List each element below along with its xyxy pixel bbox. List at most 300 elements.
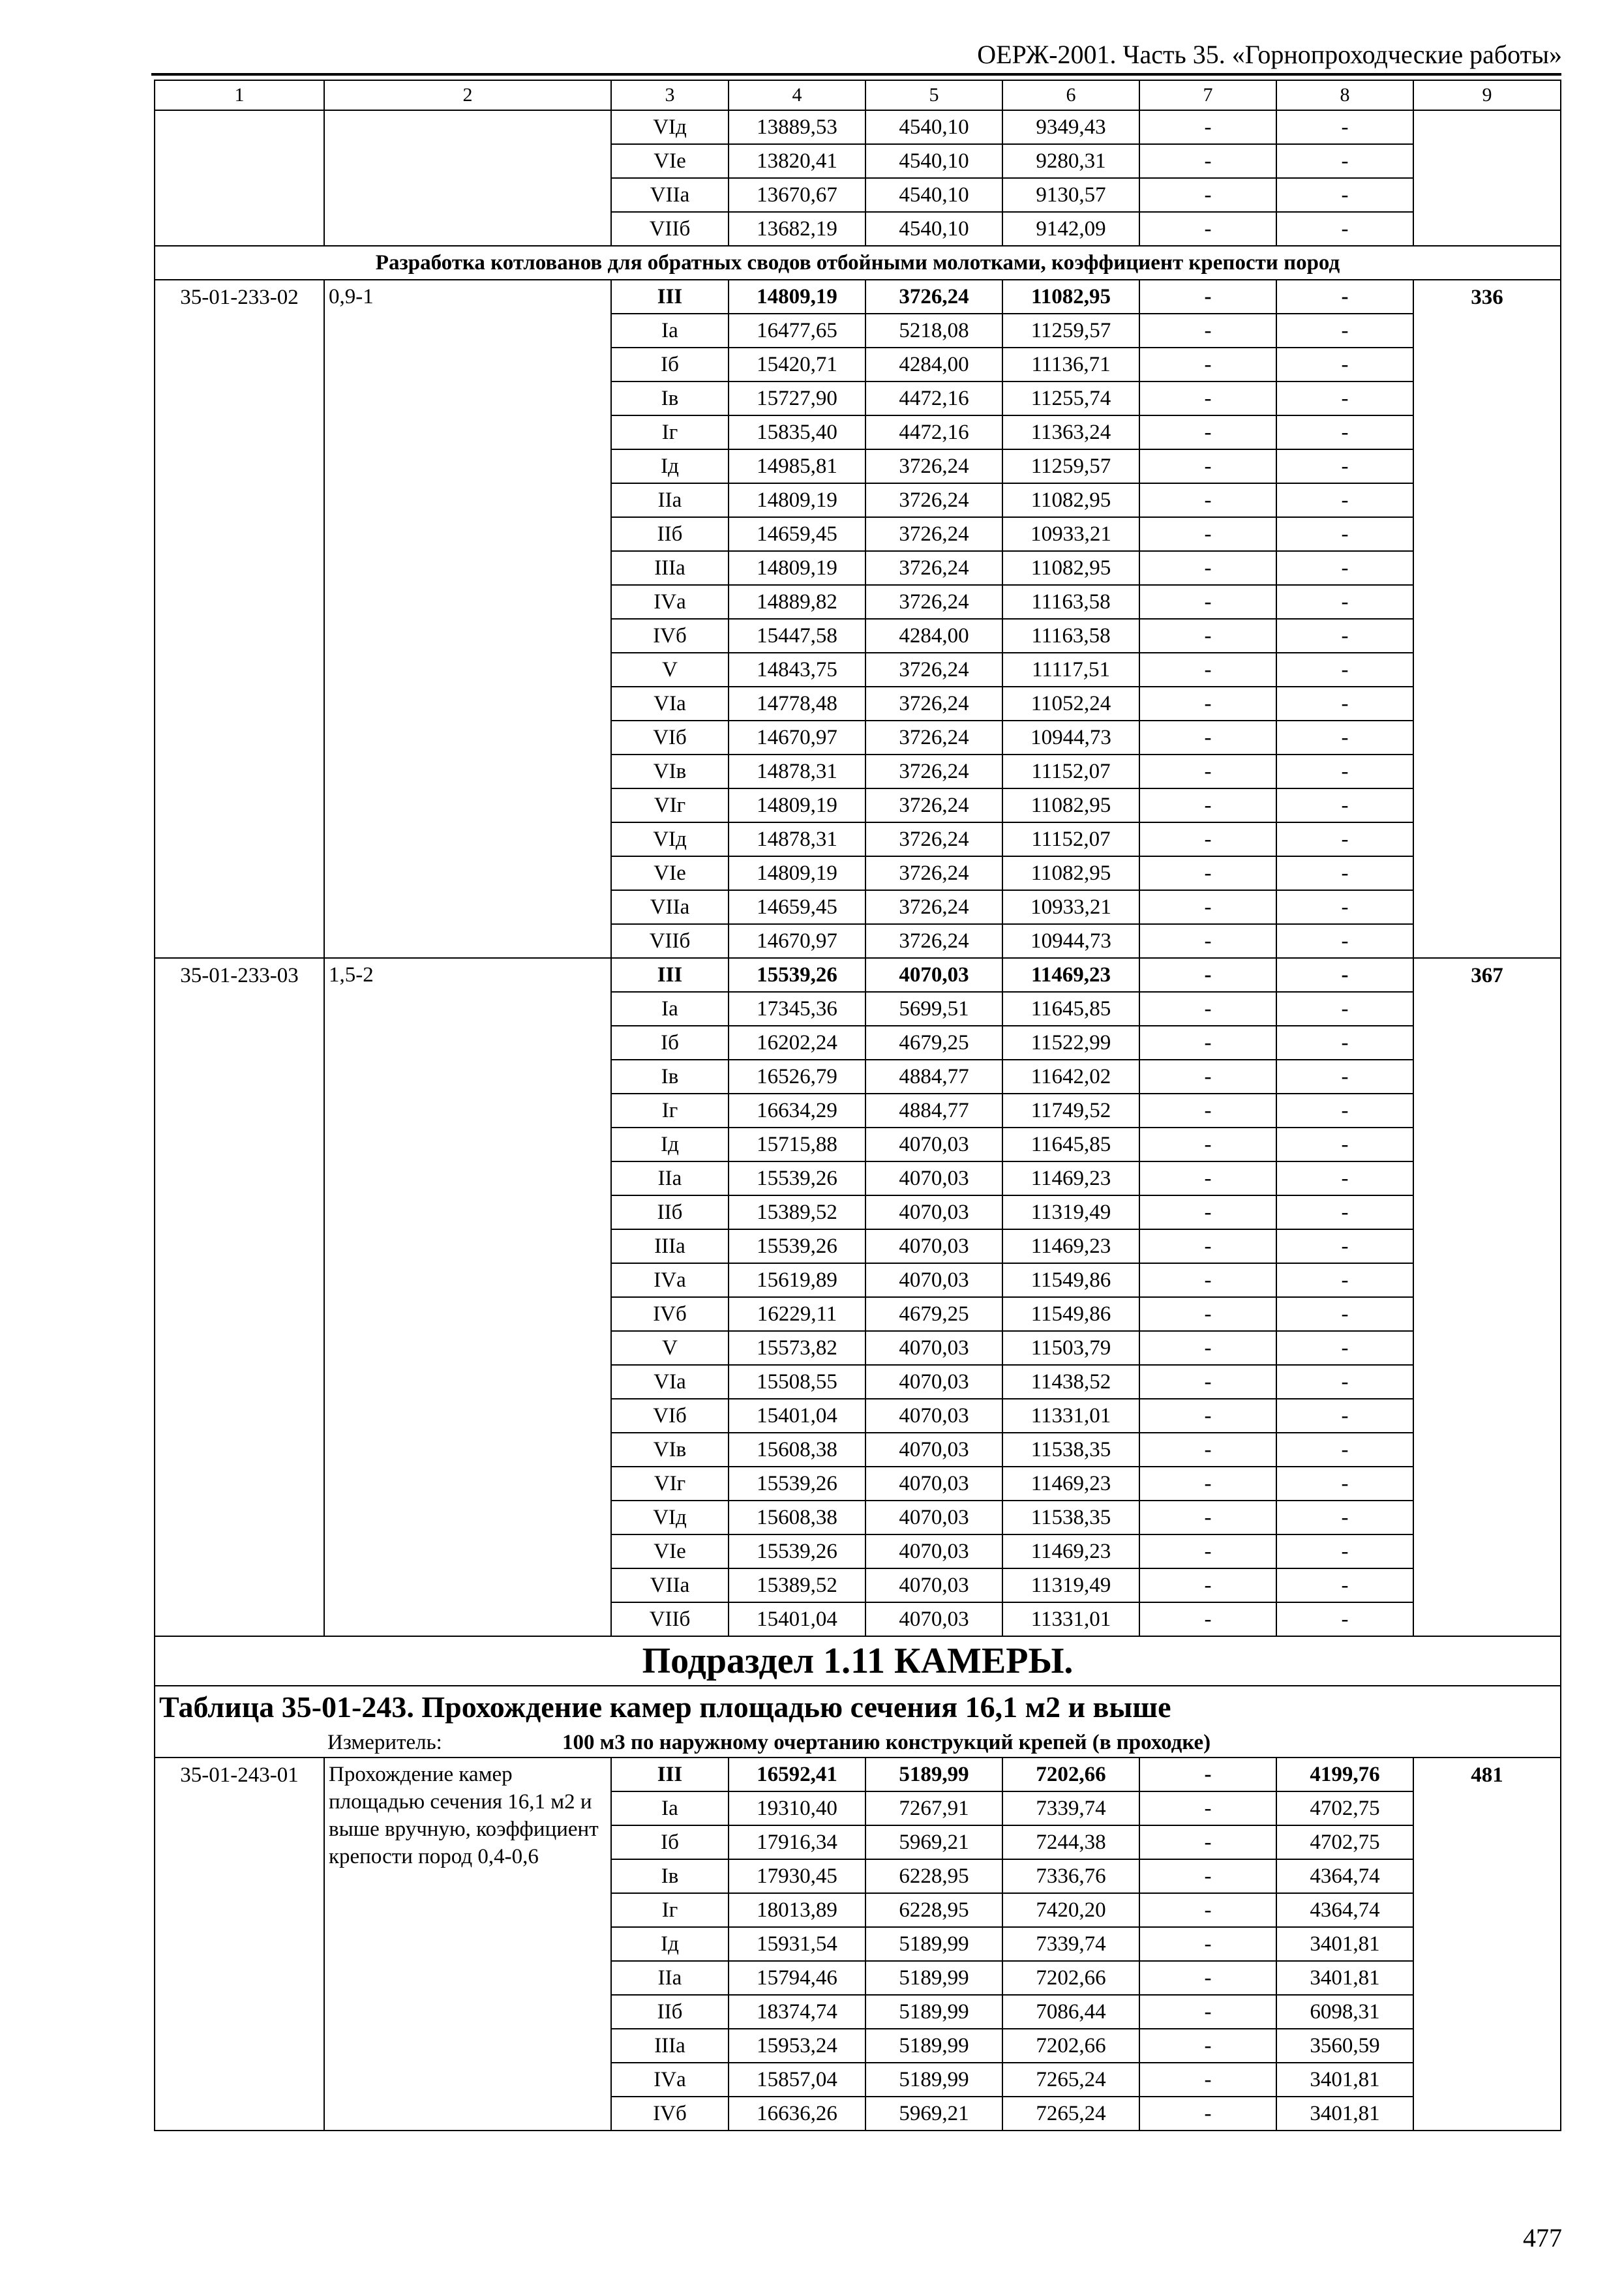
value-cell: 14659,45 (729, 890, 865, 924)
value-cell: - (1139, 178, 1276, 212)
value-cell: 16202,24 (729, 1026, 865, 1060)
value-cell: - (1276, 212, 1413, 246)
condition-cell (324, 110, 611, 246)
value-cell: - (1276, 415, 1413, 449)
value-cell: 11749,52 (1002, 1094, 1139, 1128)
value-cell: 14659,45 (729, 517, 865, 551)
value-cell: 4702,75 (1276, 1825, 1413, 1859)
value-cell: - (1276, 1229, 1413, 1263)
value-cell: - (1139, 1961, 1276, 1995)
value-cell: 14809,19 (729, 483, 865, 517)
value-cell: - (1276, 1365, 1413, 1399)
value-cell: - (1276, 449, 1413, 483)
value-cell: 4679,25 (865, 1297, 1002, 1331)
value-cell: - (1276, 1195, 1413, 1229)
value-cell: 11163,58 (1002, 585, 1139, 619)
value-cell: - (1276, 483, 1413, 517)
zone-cell: IVб (611, 619, 729, 653)
value-cell: - (1276, 348, 1413, 382)
value-cell: 11538,35 (1002, 1501, 1139, 1534)
value-cell: 11645,85 (1002, 1128, 1139, 1161)
value-cell: 3726,24 (865, 551, 1002, 585)
value-cell: 14878,31 (729, 822, 865, 856)
value-cell: 10944,73 (1002, 721, 1139, 755)
value-cell: - (1139, 788, 1276, 822)
condition-cell: 1,5-2 (324, 958, 611, 1636)
zone-cell: III (611, 958, 729, 992)
zone-cell: IIа (611, 483, 729, 517)
zone-cell: IIа (611, 1961, 729, 1995)
value-cell: 15389,52 (729, 1195, 865, 1229)
table-body (155, 80, 1561, 2131)
value-cell: 5189,99 (865, 1927, 1002, 1961)
value-cell: 4540,10 (865, 144, 1002, 178)
code-cell: 35-01-233-02 (155, 280, 324, 958)
value-cell: 15389,52 (729, 1568, 865, 1602)
value-cell: 15539,26 (729, 1229, 865, 1263)
value-cell: 11152,07 (1002, 822, 1139, 856)
zone-cell: VIб (611, 721, 729, 755)
value-cell: - (1139, 1229, 1276, 1263)
value-cell: 16636,26 (729, 2097, 865, 2131)
value-cell: - (1139, 1602, 1276, 1636)
zone-cell: Iа (611, 1791, 729, 1825)
zone-cell: VIд (611, 110, 729, 144)
value-cell: 14878,31 (729, 755, 865, 788)
value-cell: - (1139, 1758, 1276, 1791)
value-cell: - (1139, 653, 1276, 687)
value-cell: 4070,03 (865, 1195, 1002, 1229)
value-cell: 7265,24 (1002, 2097, 1139, 2131)
units-value: 100 м3 по наружному очертанию конструкций крепей (в проходке) (562, 1731, 1211, 1754)
value-cell: - (1276, 1534, 1413, 1568)
value-cell: - (1276, 856, 1413, 890)
running-header: ОЕРЖ-2001. Часть 35. «Горнопроходческие работы» (977, 40, 1562, 69)
value-cell: 4540,10 (865, 212, 1002, 246)
value-cell: - (1139, 212, 1276, 246)
value-cell: 11259,57 (1002, 314, 1139, 348)
zone-cell: III (611, 1758, 729, 1791)
value-cell: 4070,03 (865, 1399, 1002, 1433)
value-cell: - (1139, 1365, 1276, 1399)
value-cell: 6228,95 (865, 1893, 1002, 1927)
value-cell: - (1276, 992, 1413, 1026)
value-cell: 11469,23 (1002, 1467, 1139, 1501)
value-cell: - (1139, 1161, 1276, 1195)
value-cell: - (1139, 483, 1276, 517)
value-cell: 3726,24 (865, 721, 1002, 755)
zone-cell: VIг (611, 788, 729, 822)
zone-cell: Iд (611, 1128, 729, 1161)
value-cell: - (1276, 1128, 1413, 1161)
value-cell: - (1276, 1433, 1413, 1467)
value-cell: 5189,99 (865, 1758, 1002, 1791)
value-cell: 4070,03 (865, 1467, 1002, 1501)
value-cell: 16634,29 (729, 1094, 865, 1128)
value-cell: 11082,95 (1002, 788, 1139, 822)
value-cell: 9130,57 (1002, 178, 1139, 212)
value-cell: 5189,99 (865, 1961, 1002, 1995)
zone-cell: VIб (611, 1399, 729, 1433)
value-cell: 15794,46 (729, 1961, 865, 1995)
zone-cell: VIIб (611, 212, 729, 246)
value-cell: - (1276, 1026, 1413, 1060)
condition-cell: 0,9-1 (324, 280, 611, 958)
value-cell: 14809,19 (729, 788, 865, 822)
value-cell: 4070,03 (865, 1331, 1002, 1365)
value-cell: 15619,89 (729, 1263, 865, 1297)
zone-cell: VIа (611, 1365, 729, 1399)
value-cell: 16477,65 (729, 314, 865, 348)
value-cell: 3726,24 (865, 788, 1002, 822)
units-cell (155, 1728, 1561, 1758)
value-cell: 4070,03 (865, 958, 1002, 992)
value-cell: - (1139, 924, 1276, 958)
zone-cell: III (611, 280, 729, 314)
value-cell: - (1276, 1263, 1413, 1297)
value-cell: 11503,79 (1002, 1331, 1139, 1365)
code-cell: 35-01-233-03 (155, 958, 324, 1636)
value-cell: - (1139, 1094, 1276, 1128)
table-title: Таблица 35-01-243. Прохождение камер площадью сечения 16,1 м2 и выше (155, 1686, 1561, 1728)
value-cell: - (1139, 687, 1276, 721)
value-cell: - (1139, 280, 1276, 314)
value-cell: 11082,95 (1002, 551, 1139, 585)
value-cell: - (1139, 2063, 1276, 2097)
value-cell: 4070,03 (865, 1161, 1002, 1195)
value-cell: 13670,67 (729, 178, 865, 212)
zone-cell: IVа (611, 585, 729, 619)
value-cell: 3401,81 (1276, 2097, 1413, 2131)
value-cell: 7265,24 (1002, 2063, 1139, 2097)
value-cell: 4070,03 (865, 1263, 1002, 1297)
value-cell: 7244,38 (1002, 1825, 1139, 1859)
value-cell: - (1276, 551, 1413, 585)
zone-cell: Iг (611, 1893, 729, 1927)
value-cell: - (1139, 721, 1276, 755)
value-cell: 14985,81 (729, 449, 865, 483)
units-label: Измеритель: (327, 1731, 442, 1754)
value-cell: 9349,43 (1002, 110, 1139, 144)
value-cell: 3401,81 (1276, 2063, 1413, 2097)
zone-cell: VIе (611, 144, 729, 178)
value-cell: 15608,38 (729, 1501, 865, 1534)
value-cell: 4070,03 (865, 1501, 1002, 1534)
value-cell: - (1139, 144, 1276, 178)
zone-cell: Iв (611, 382, 729, 415)
value-cell: - (1139, 314, 1276, 348)
value-cell: 14843,75 (729, 653, 865, 687)
value-cell: 7336,76 (1002, 1859, 1139, 1893)
value-cell: 15539,26 (729, 1534, 865, 1568)
table-title-row (155, 1686, 1561, 1728)
value-cell: 11469,23 (1002, 1161, 1139, 1195)
value-cell: - (1139, 958, 1276, 992)
zone-cell: Iб (611, 1026, 729, 1060)
value-cell: 11645,85 (1002, 992, 1139, 1026)
value-cell: 3726,24 (865, 585, 1002, 619)
value-cell: 15401,04 (729, 1602, 865, 1636)
value-cell: - (1276, 314, 1413, 348)
value-cell: 17345,36 (729, 992, 865, 1026)
value-cell: 4884,77 (865, 1094, 1002, 1128)
value-cell: 5189,99 (865, 2063, 1002, 2097)
zone-cell: Iб (611, 1825, 729, 1859)
units-row (155, 1728, 1561, 1758)
page-number: 477 (1523, 2223, 1562, 2252)
value-cell: 3726,24 (865, 856, 1002, 890)
value-cell: - (1276, 924, 1413, 958)
value-cell: - (1276, 653, 1413, 687)
value-cell: - (1139, 585, 1276, 619)
value-cell: - (1276, 890, 1413, 924)
value-cell: 16526,79 (729, 1060, 865, 1094)
value-cell: 11642,02 (1002, 1060, 1139, 1094)
value-cell: 18013,89 (729, 1893, 865, 1927)
value-cell: 11319,49 (1002, 1568, 1139, 1602)
value-cell: - (1139, 1467, 1276, 1501)
value-cell: 9280,31 (1002, 144, 1139, 178)
value-cell: 4070,03 (865, 1433, 1002, 1467)
value-cell: 15715,88 (729, 1128, 865, 1161)
value-cell: 7339,74 (1002, 1791, 1139, 1825)
value-cell: - (1139, 1026, 1276, 1060)
value-cell: - (1139, 1568, 1276, 1602)
value-cell: 4364,74 (1276, 1859, 1413, 1893)
value-cell: 3726,24 (865, 822, 1002, 856)
value-cell: 15401,04 (729, 1399, 865, 1433)
value-cell: - (1276, 1399, 1413, 1433)
value-cell: - (1276, 1094, 1413, 1128)
value-cell: - (1276, 1297, 1413, 1331)
zone-cell: VIIа (611, 178, 729, 212)
value-cell: 15953,24 (729, 2029, 865, 2063)
value-cell: 11163,58 (1002, 619, 1139, 653)
value-cell: 14809,19 (729, 280, 865, 314)
value-cell: 4540,10 (865, 178, 1002, 212)
value-cell: - (1276, 144, 1413, 178)
value-cell: 11469,23 (1002, 1534, 1139, 1568)
value-cell: - (1139, 449, 1276, 483)
value-cell: 4364,74 (1276, 1893, 1413, 1927)
section-caption-row (155, 246, 1561, 280)
value-cell: 11522,99 (1002, 1026, 1139, 1060)
value-cell: 11082,95 (1002, 483, 1139, 517)
column-number: 2 (324, 80, 611, 110)
zone-cell: VIIа (611, 890, 729, 924)
value-cell: 15420,71 (729, 348, 865, 382)
value-cell: - (1139, 110, 1276, 144)
value-cell: 13682,19 (729, 212, 865, 246)
zone-cell: IIIа (611, 551, 729, 585)
value-cell: - (1276, 1568, 1413, 1602)
value-cell: 17930,45 (729, 1859, 865, 1893)
value-cell: 15727,90 (729, 382, 865, 415)
column-number: 1 (155, 80, 324, 110)
value-cell: - (1276, 1467, 1413, 1501)
value-cell: 3726,24 (865, 517, 1002, 551)
column-number: 7 (1139, 80, 1276, 110)
zone-cell: V (611, 1331, 729, 1365)
value-cell: 17916,34 (729, 1825, 865, 1859)
value-cell: 4284,00 (865, 619, 1002, 653)
value-cell: 15608,38 (729, 1433, 865, 1467)
value-cell: 5699,51 (865, 992, 1002, 1026)
value-cell: 7420,20 (1002, 1893, 1139, 1927)
value-cell: 4199,76 (1276, 1758, 1413, 1791)
value-cell: 15508,55 (729, 1365, 865, 1399)
value-cell: 11331,01 (1002, 1602, 1139, 1636)
column-number: 3 (611, 80, 729, 110)
column-number: 4 (729, 80, 865, 110)
value-cell: 4472,16 (865, 382, 1002, 415)
value-cell: - (1139, 1399, 1276, 1433)
value-cell: 7267,91 (865, 1791, 1002, 1825)
column-number: 6 (1002, 80, 1139, 110)
zone-cell: Iг (611, 1094, 729, 1128)
column-numbers-row (155, 80, 1561, 110)
value-cell: - (1139, 992, 1276, 1026)
value-cell: - (1139, 1825, 1276, 1859)
value-cell: - (1139, 1534, 1276, 1568)
value-cell: - (1276, 619, 1413, 653)
value-cell: 3560,59 (1276, 2029, 1413, 2063)
value-cell: 11319,49 (1002, 1195, 1139, 1229)
subsection-title: Подраздел 1.11 КАМЕРЫ. (155, 1636, 1561, 1686)
value-cell: - (1276, 822, 1413, 856)
value-cell: 11331,01 (1002, 1399, 1139, 1433)
value-cell: 10933,21 (1002, 890, 1139, 924)
zone-cell: IVб (611, 1297, 729, 1331)
value-cell: 3726,24 (865, 890, 1002, 924)
value-cell: 3726,24 (865, 483, 1002, 517)
value-cell: - (1139, 382, 1276, 415)
value-cell: 16592,41 (729, 1758, 865, 1791)
zone-cell: V (611, 653, 729, 687)
rates-table (154, 80, 1561, 2131)
value-cell: 16229,11 (729, 1297, 865, 1331)
value-cell: - (1139, 1263, 1276, 1297)
value-cell: - (1276, 721, 1413, 755)
value-cell: - (1139, 551, 1276, 585)
value-cell: 5189,99 (865, 2029, 1002, 2063)
value-cell: 5969,21 (865, 1825, 1002, 1859)
zone-cell: VIд (611, 822, 729, 856)
value-cell: 18374,74 (729, 1995, 865, 2029)
value-cell: 7339,74 (1002, 1927, 1139, 1961)
value-cell: - (1276, 958, 1413, 992)
header-rule (151, 73, 1561, 76)
value-cell: 3401,81 (1276, 1927, 1413, 1961)
value-cell: 5969,21 (865, 2097, 1002, 2131)
zone-cell: IVа (611, 1263, 729, 1297)
value-cell: - (1139, 856, 1276, 890)
column-number: 8 (1276, 80, 1413, 110)
value-cell: 4884,77 (865, 1060, 1002, 1094)
price-cell: 481 (1413, 1758, 1561, 2131)
value-cell: - (1139, 755, 1276, 788)
zone-cell: IIIа (611, 1229, 729, 1263)
value-cell: - (1276, 382, 1413, 415)
value-cell: 3726,24 (865, 687, 1002, 721)
value-cell: 14889,82 (729, 585, 865, 619)
value-cell: - (1276, 280, 1413, 314)
value-cell: 10933,21 (1002, 517, 1139, 551)
zone-cell: VIе (611, 1534, 729, 1568)
value-cell: 15857,04 (729, 2063, 865, 2097)
value-cell: - (1139, 822, 1276, 856)
value-cell: - (1139, 890, 1276, 924)
value-cell: - (1276, 1501, 1413, 1534)
zone-cell: Iа (611, 314, 729, 348)
value-cell: 11438,52 (1002, 1365, 1139, 1399)
code-cell: 35-01-243-01 (155, 1758, 324, 2131)
value-cell: 11052,24 (1002, 687, 1139, 721)
code-cell (155, 110, 324, 246)
value-cell: 3726,24 (865, 924, 1002, 958)
zone-cell: IIа (611, 1161, 729, 1195)
zone-cell: VIв (611, 1433, 729, 1467)
column-number: 5 (865, 80, 1002, 110)
value-cell: 4070,03 (865, 1568, 1002, 1602)
value-cell: 15539,26 (729, 1467, 865, 1501)
value-cell: - (1139, 2097, 1276, 2131)
value-cell: 11538,35 (1002, 1433, 1139, 1467)
value-cell: - (1139, 517, 1276, 551)
value-cell: 10944,73 (1002, 924, 1139, 958)
zone-cell: VIIа (611, 1568, 729, 1602)
value-cell: 3726,24 (865, 755, 1002, 788)
value-cell: 3401,81 (1276, 1961, 1413, 1995)
zone-cell: VIд (611, 1501, 729, 1534)
value-cell: - (1139, 1893, 1276, 1927)
value-cell: - (1139, 1995, 1276, 2029)
table-row (155, 280, 1561, 314)
zone-cell: VIе (611, 856, 729, 890)
zone-cell: IVа (611, 2063, 729, 2097)
value-cell: - (1139, 1297, 1276, 1331)
value-cell: 14670,97 (729, 721, 865, 755)
value-cell: 7202,66 (1002, 1758, 1139, 1791)
value-cell: 7202,66 (1002, 1961, 1139, 1995)
value-cell: - (1139, 348, 1276, 382)
table-row (155, 1758, 1561, 1791)
value-cell: 11082,95 (1002, 280, 1139, 314)
value-cell: - (1276, 788, 1413, 822)
value-cell: 4070,03 (865, 1534, 1002, 1568)
value-cell: 4070,03 (865, 1365, 1002, 1399)
value-cell: 4070,03 (865, 1229, 1002, 1263)
price-cell (1413, 110, 1561, 246)
value-cell: - (1139, 1128, 1276, 1161)
value-cell: 3726,24 (865, 449, 1002, 483)
zone-cell: IIб (611, 517, 729, 551)
value-cell: - (1276, 585, 1413, 619)
value-cell: 11363,24 (1002, 415, 1139, 449)
value-cell: 4070,03 (865, 1602, 1002, 1636)
zone-cell: VIг (611, 1467, 729, 1501)
column-number: 9 (1413, 80, 1561, 110)
value-cell: 11152,07 (1002, 755, 1139, 788)
table-row (155, 958, 1561, 992)
value-cell: 5218,08 (865, 314, 1002, 348)
zone-cell: Iв (611, 1859, 729, 1893)
value-cell: 14809,19 (729, 856, 865, 890)
value-cell: 13889,53 (729, 110, 865, 144)
value-cell: 11549,86 (1002, 1263, 1139, 1297)
value-cell: 15573,82 (729, 1331, 865, 1365)
value-cell: - (1139, 1433, 1276, 1467)
